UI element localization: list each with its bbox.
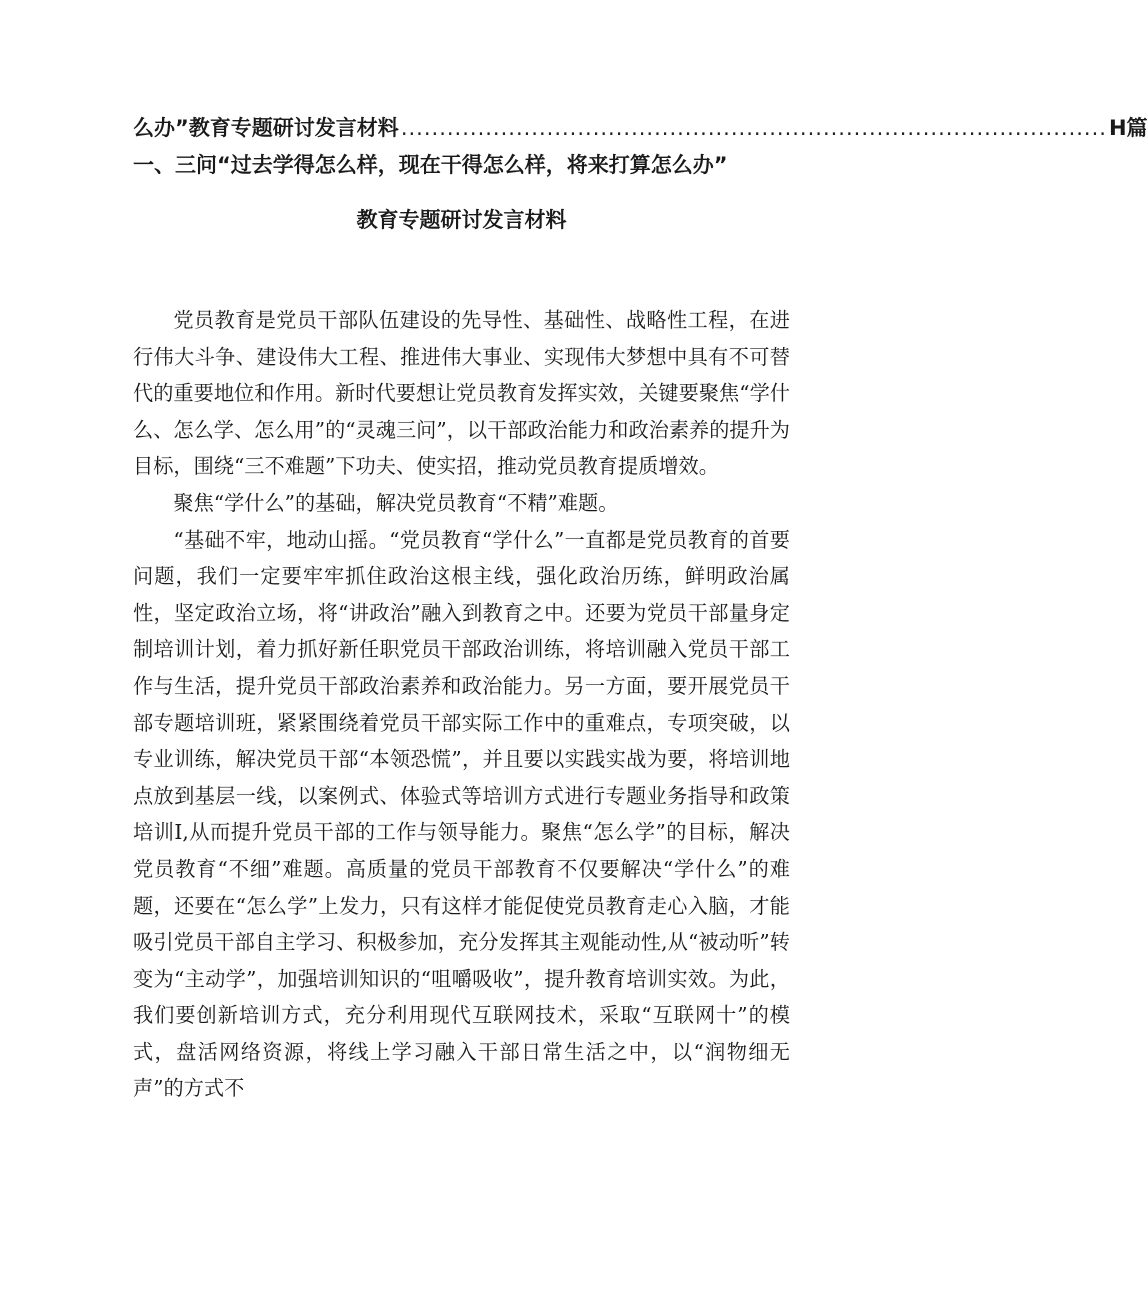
body-paragraph-subheading: 聚焦“学什么”的基础，解决党员教育“不精”难题。 <box>173 490 619 515</box>
section-heading-line-1: 一、三问“过去学得怎么样，现在干得怎么样，将来打算怎么办” <box>133 153 728 177</box>
toc-entry-title: 么办”教育专题研讨发言材料 <box>133 116 399 140</box>
body-text <box>133 302 790 1107</box>
body-paragraph-main: “基础不牢，地动山摇。“党员教育“学什么”一直都是党员教育的首要问题，我们一定要牢牢抓住政治这根主线，强化政治历练，鲜明政治属性，坚定政治立场，将“讲政治”融入到教育之中。还要为党员干部量身定制培训计划，着力抓好新任职党员干部政治训练，将培训融入党员干部工作与生活，提升党员干部政治素养和政治能力。另一方面，要开展党员干部专题培训班，紧紧围绕着党员干部实际工作中的重难点，专项突破，以专业训练，解决党员干部“本领恐慌”，并且要以实践实战为要，将培训地点放到基层一线，以案例式、体验式等培训方式进行专题业务指导和政策培训I,从而提升党员干部的工作与领导能力。聚焦“怎么学”的目标，解决党员教育“不细”难题。高质量的党员干部教育不仅要解决“学什么”的难题，还要在“怎么学”上发力，只有这样才能促使党员教育走心入脑，才能吸引党员干部自主学习、积极参加，充分发挥其主观能动性,从“被动听”转变为“主动学”，加强培训知识的“咀嚼吸收”，提升教育培训实效。为此，我们要创新培训方式，充分利用现代互联网技术，采取“互联网十”的模式，盘活网络资源，将线上学习融入干部日常生活之中，以“润物细无声”的方式不 <box>133 527 790 1101</box>
body-paragraph-intro: 党员教育是党员干部队伍建设的先导性、基础性、战略性工程，在进行伟大斗争、建设伟大工程、推进伟大事业、实现伟大梦想中具有不可替代的重要地位和作用。新时代要想让党员教育发挥实效，关键要聚焦“学什么、怎么学、怎么用”的“灵魂三问”，以干部政治能力和政治素养的提升为目标，围绕“三不难题”下功夫、使实招，推动党员教育提质增效。 <box>133 308 790 479</box>
toc-dot-leader: ............................................................................................ <box>400 116 1107 140</box>
toc-entry[interactable] <box>133 113 1148 143</box>
section-heading-line-2: 教育专题研讨发言材料 <box>356 208 567 232</box>
toc-page-number: H篇 <box>1108 116 1148 140</box>
